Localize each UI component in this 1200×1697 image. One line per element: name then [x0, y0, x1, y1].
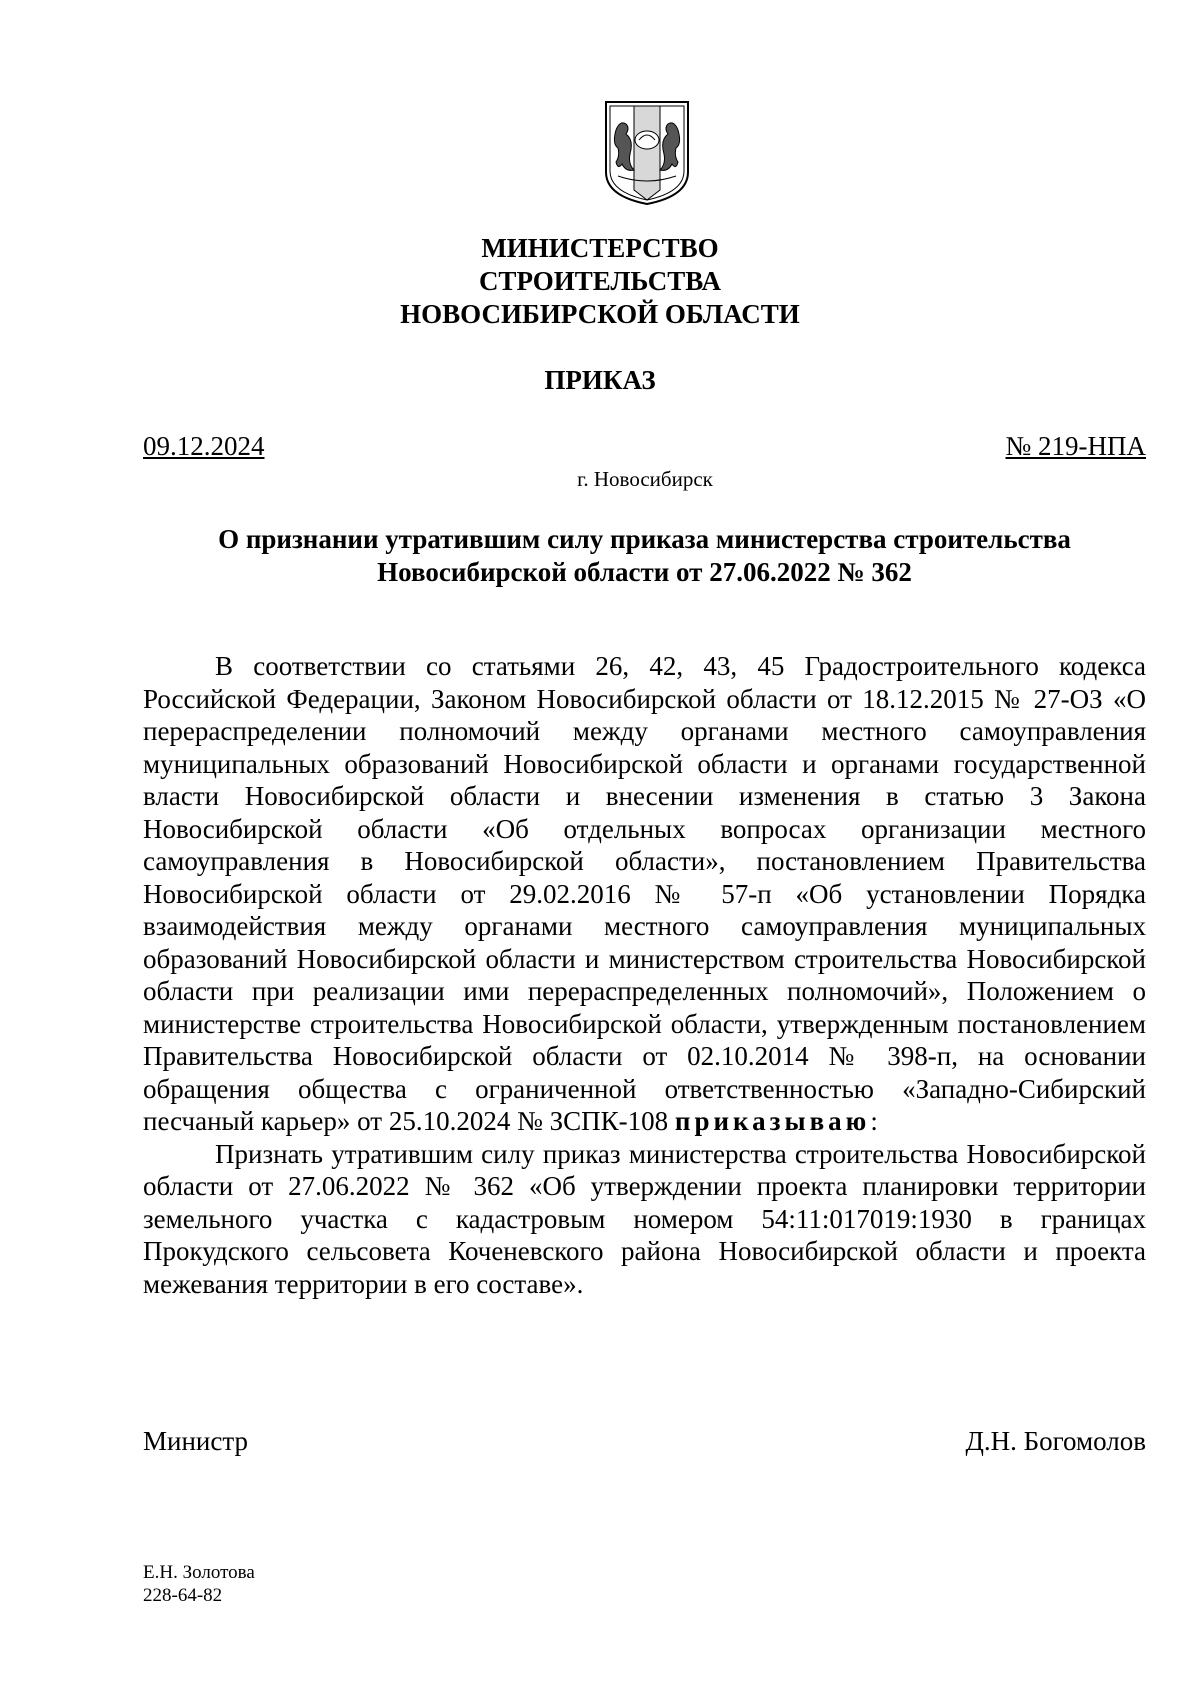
document-date: 09.12.2024 [143, 431, 265, 461]
paragraph-1-end: : [870, 1106, 878, 1136]
order-keyword: приказываю [674, 1106, 871, 1136]
executor-name: Е.Н. Золотова [143, 1562, 255, 1583]
document-subject [143, 523, 1146, 589]
ministry-line-1: МИНИСТЕРСТВО [481, 233, 719, 263]
executor-block [143, 1561, 255, 1607]
body-paragraph-2: Признать утратившим силу приказ министерства строительства Новосибирской области от 27.06.2022 № 362 «Об утверждении проекта планировки территории земельного участка с кадастровым номером 54:11:017019:1930 в границах Прокудского сельсовета Коченевского района Новосибирской области и проекта межевания территории в его составе». [143, 1138, 1146, 1299]
coat-of-arms-icon [604, 100, 690, 206]
document-number: № 219-НПА [1005, 431, 1146, 461]
document-city: г. Новосибирск [577, 467, 713, 491]
signer-title: Министр [143, 1426, 248, 1456]
executor-phone: 228-64-82 [143, 1585, 223, 1606]
ministry-name [0, 232, 1200, 331]
paragraph-1-text: В соответствии со статьями 26, 42, 43, 45 Градостроительного кодекса Российской Федерации, Законом Новосибирской области от 18.12.2015 № 27-ОЗ «О перераспределении полномочий между органами местного самоуправления муниципальных образований Новосибирской области и органами государственной власти Новосибирской области и внесении изменения в статью 3 Закона Новосибирской области «Об отдельных вопросах организации местного самоуправления в Новосибирской области», постановлением Правительства Новосибирской области от 29.02.2016 № 57-п «Об установлении Порядка взаимодействия между органами местного самоуправления муниципальных образований Новосибирской области и министерством строительства Новосибирской области при реализации ими перераспределенных полномочий», Положением о министерстве строительства Новосибирской области, утвержденным постановлением Правительства Новосибирской области от 02.10.2014 № 398-п, на основании обращения общества с ограниченной ответственностью «Западно-Сибирский песчаный карьер» от 25.10.2024 № ЗСПК-108 [143, 651, 1146, 1136]
signer-name: Д.Н. Богомолов [965, 1426, 1146, 1456]
document-body [143, 650, 1146, 1300]
ministry-line-3: НОВОСИБИРСКОЙ ОБЛАСТИ [400, 299, 800, 329]
ministry-line-2: СТРОИТЕЛЬСТВА [478, 266, 722, 296]
document-type: ПРИКАЗ [544, 365, 656, 395]
subject-line-1: О признании утратившим силу приказа министерства строительства [218, 524, 1071, 554]
subject-line-2: Новосибирской области от 27.06.2022 № 362 [377, 557, 912, 587]
body-paragraph-1 [143, 650, 1146, 1138]
